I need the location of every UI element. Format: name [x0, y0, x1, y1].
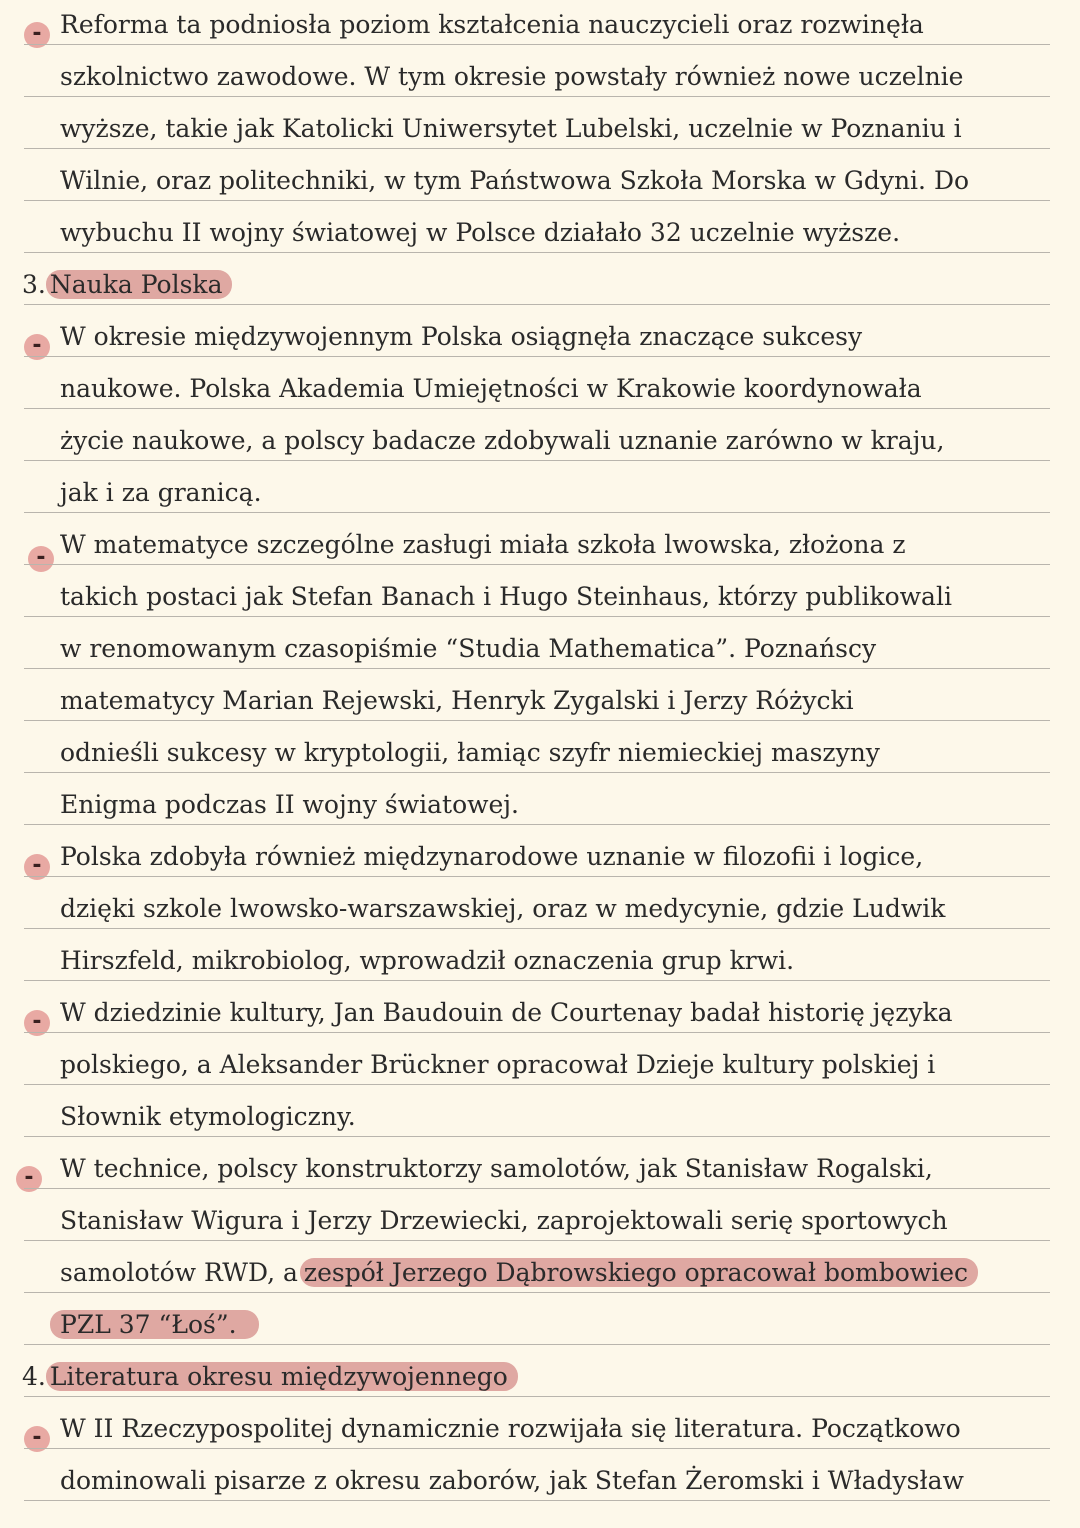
text-line [0, 1040, 1080, 1092]
line-text: Hirszfeld, mikrobiolog, wprowadził oznaczenia grup krwi. [60, 946, 795, 975]
line-text: życie naukowe, a polscy badacze zdobywali uznanie zarówno w kraju, [60, 426, 945, 455]
line-text: dominowali pisarze z okresu zaborów, jak Stefan Żeromski i Władysław [60, 1466, 964, 1495]
ruled-line [24, 356, 1050, 357]
text-line [0, 156, 1080, 208]
text-line [0, 1248, 1080, 1300]
line-text: matematycy Marian Rejewski, Henryk Zygalski i Jerzy Różycki [60, 686, 854, 715]
bullet-icon: - [24, 1010, 50, 1036]
ruled-line [24, 1448, 1050, 1449]
text-line [0, 208, 1080, 260]
text-line [0, 1144, 1080, 1196]
text-line [0, 1300, 1080, 1352]
ruled-line [24, 980, 1050, 981]
text-line [0, 676, 1080, 728]
line-text: W matematyce szczególne zasługi miała szkoła lwowska, złożona z [60, 530, 906, 559]
text-line [0, 780, 1080, 832]
bullet-icon: - [16, 1166, 42, 1192]
line-text: W technice, polscy konstruktorzy samolotów, jak Stanisław Rogalski, [60, 1154, 933, 1183]
text-line [0, 1196, 1080, 1248]
text-line [0, 52, 1080, 104]
section-heading-text [22, 270, 232, 300]
ruled-line [24, 564, 1050, 565]
section-heading-text [22, 1362, 518, 1392]
ruled-line [24, 824, 1050, 825]
line-text: W okresie międzywojennym Polska osiągnęła znaczące sukcesy [60, 322, 863, 351]
text-line [0, 312, 1080, 364]
line-text: jak i za granicą. [60, 478, 262, 507]
text-line [0, 728, 1080, 780]
ruled-line [24, 616, 1050, 617]
text-line [0, 988, 1080, 1040]
section-number: 4. [22, 1362, 46, 1391]
text-line [0, 520, 1080, 572]
line-text: wybuchu II wojny światowej w Polsce działało 32 uczelnie wyższe. [60, 218, 901, 247]
ruled-line [24, 460, 1050, 461]
line-text: naukowe. Polska Akademia Umiejętności w Krakowie koordynowała [60, 374, 922, 403]
bullet-icon: - [24, 334, 50, 360]
line-text [50, 1310, 259, 1340]
text-line [0, 1456, 1080, 1508]
line-text: Stanisław Wigura i Jerzy Drzewiecki, zaprojektowali serię sportowych [60, 1206, 948, 1235]
line-text: w renomowanym czasopiśmie “Studia Mathematica”. Poznańscy [60, 634, 877, 663]
text-line [0, 572, 1080, 624]
ruled-line [24, 408, 1050, 409]
text-line [0, 832, 1080, 884]
ruled-line [24, 1344, 1050, 1345]
text-line [0, 1404, 1080, 1456]
ruled-line [24, 1396, 1050, 1397]
ruled-line [24, 252, 1050, 253]
ruled-line [24, 720, 1050, 721]
ruled-line [24, 1292, 1050, 1293]
ruled-line [24, 1188, 1050, 1189]
line-text: Enigma podczas II wojny światowej. [60, 790, 520, 819]
line-text: odnieśli sukcesy w kryptologii, łamiąc szyfr niemieckiej maszyny [60, 738, 880, 767]
text-line [0, 936, 1080, 988]
line-text: Polska zdobyła również międzynarodowe uznanie w filozofii i logice, [60, 842, 924, 871]
section-title-highlight: Literatura okresu międzywojennego [46, 1362, 518, 1391]
text-line [0, 624, 1080, 676]
text-line [0, 0, 1080, 52]
ruled-line [24, 1032, 1050, 1033]
text-highlight: PZL 37 “Łoś”. [50, 1310, 259, 1339]
bullet-icon: - [24, 854, 50, 880]
text-line [0, 1092, 1080, 1144]
bullet-icon: - [24, 1426, 50, 1452]
line-text: wyższe, takie jak Katolicki Uniwersytet Lubelski, uczelnie w Poznaniu i [60, 114, 962, 143]
text-line [0, 884, 1080, 936]
ruled-line [24, 304, 1050, 305]
ruled-line [24, 44, 1050, 45]
text-line [0, 104, 1080, 156]
text-line [0, 416, 1080, 468]
line-text: Słownik etymologiczny. [60, 1102, 356, 1131]
ruled-line [24, 928, 1050, 929]
section-number: 3. [22, 270, 46, 299]
line-text-plain: samolotów RWD, a [60, 1258, 298, 1287]
line-text: Wilnie, oraz politechniki, w tym Państwowa Szkoła Morska w Gdyni. Do [60, 166, 970, 195]
bullet-icon: - [24, 22, 50, 48]
line-text: takich postaci jak Stefan Banach i Hugo Steinhaus, którzy publikowali [60, 582, 952, 611]
line-text: W II Rzeczypospolitej dynamicznie rozwijała się literatura. Początkowo [60, 1414, 961, 1443]
line-text: dzięki szkole lwowsko-warszawskiej, oraz w medycynie, gdzie Ludwik [60, 894, 946, 923]
text-line [0, 364, 1080, 416]
ruled-line [24, 1084, 1050, 1085]
bullet-icon: - [28, 546, 54, 572]
line-text [60, 1258, 978, 1288]
ruled-line [24, 876, 1050, 877]
ruled-line [24, 772, 1050, 773]
line-text: szkolnictwo zawodowe. W tym okresie powstały również nowe uczelnie [60, 62, 964, 91]
line-text: polskiego, a Aleksander Brückner opracował Dzieje kultury polskiej i [60, 1050, 936, 1079]
line-text: Reforma ta podniosła poziom kształcenia nauczycieli oraz rozwinęła [60, 10, 924, 39]
ruled-line [24, 96, 1050, 97]
text-line [0, 468, 1080, 520]
ruled-line [24, 148, 1050, 149]
ruled-line [24, 668, 1050, 669]
ruled-line [24, 200, 1050, 201]
ruled-line [24, 512, 1050, 513]
section-heading-4 [0, 1352, 1080, 1404]
ruled-line [24, 1500, 1050, 1501]
text-highlight: zespół Jerzego Dąbrowskiego opracował bombowiec [300, 1258, 978, 1287]
line-text: W dziedzinie kultury, Jan Baudouin de Courtenay badał historię języka [60, 998, 953, 1027]
section-title-highlight: Nauka Polska [46, 270, 233, 299]
ruled-line [24, 1240, 1050, 1241]
ruled-line [24, 1136, 1050, 1137]
section-heading-3 [0, 260, 1080, 312]
